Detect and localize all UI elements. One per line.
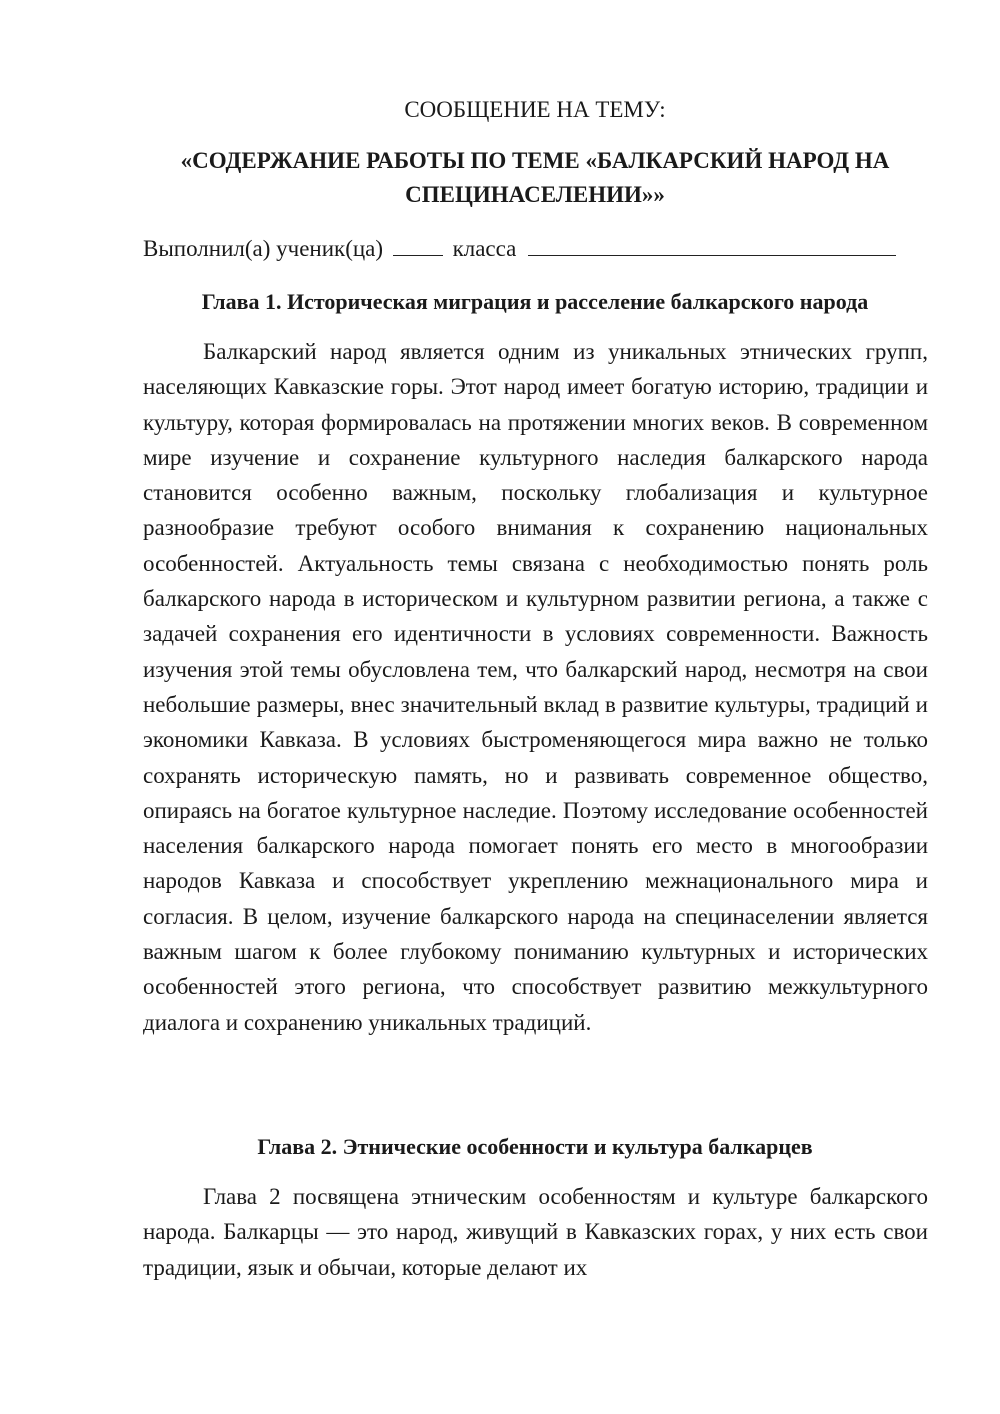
chapter-1-title: Глава 1. Историческая миграция и расселение балкарского народа (201, 289, 869, 314)
class-name-blank-field[interactable] (528, 231, 896, 256)
chapter-2-paragraph: Глава 2 посвящена этническим особенностям и культуре балкарского народа. Балкарцы — это народ, живущий в Кавказских горах, у них есть свои традиции, язык и обычаи, которые делают их (143, 1184, 928, 1280)
grade-blank-field[interactable] (393, 231, 443, 256)
chapter-1-paragraph: Балкарский народ является одним из уникальных этнических групп, населяющих Кавказские горы. Этот народ имеет богатую историю, традиции и культуру, которая формировалась на протяжении многих веков. В современном мире изучение и сохранение культурного наследия балкарского народа становится особенно важным, поскольку глобализация и культурное разнообразие требуют особого внимания к сохранению национальных особенностей. Актуальность темы связана с необходимостью понять роль балкарского народа в историческом и культурном развитии региона, а также с задачей сохранения его идентичности в условиях современности. Важность изучения этой темы обусловлена тем, что балкарский народ, несмотря на свои небольшие размеры, внес значительный вклад в развитие культуры, традиций и экономики Кавказа. В условиях быстроменяющегося мира важно не только сохранять историческую память, но и развивать современное общество, опираясь на богатое культурное наследие. Поэтому исследование особенностей населения балкарского народа помогает понять его место в многообразии народов Кавказа и способствует укреплению межнационального мира и согласия. В целом, изучение балкарского народа на специнаселении является важным шагом к более глубокому пониманию культурных и исторических особенностей этого региона, что способствует развитию межкультурного диалога и сохранению уникальных традиций. (143, 339, 928, 1035)
student-info-line (143, 231, 933, 266)
report-topic-line-2: СПЕЦИНАСЕЛЕНИИ»» (405, 182, 665, 207)
class-label: класса (452, 236, 517, 261)
student-label: Выполнил(а) ученик(ца) (143, 236, 384, 261)
chapter-2-title: Глава 2. Этнические особенности и культура балкарцев (257, 1134, 813, 1159)
report-heading: СООБЩЕНИЕ НА ТЕМУ: (404, 97, 666, 122)
report-topic-line-1: «СОДЕРЖАНИЕ РАБОТЫ ПО ТЕМЕ «БАЛКАРСКИЙ НАРОД НА (180, 148, 890, 173)
